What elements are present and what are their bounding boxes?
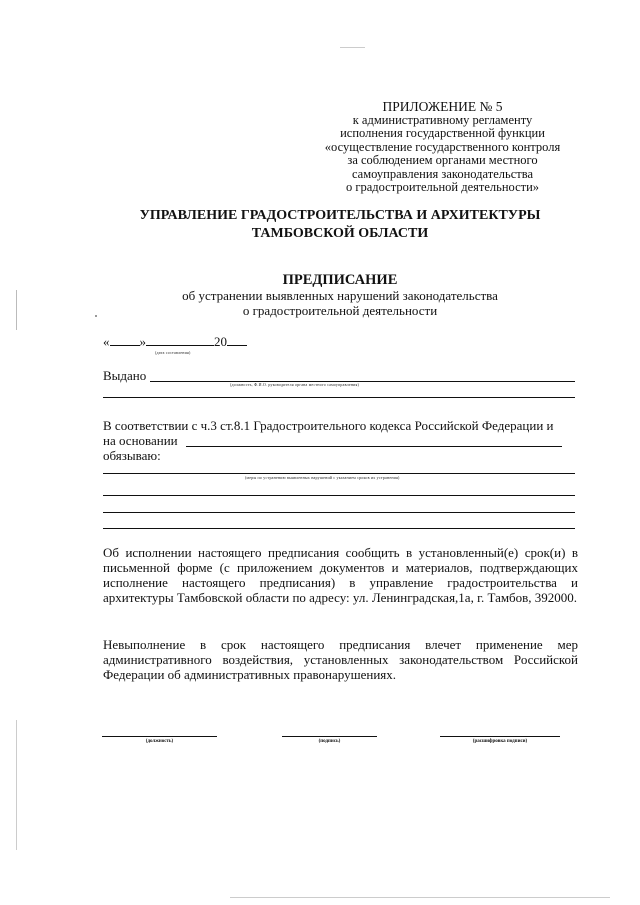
position-caption: (должность) xyxy=(145,739,174,744)
measures-blank-1[interactable] xyxy=(103,473,575,474)
measures-blank-3[interactable] xyxy=(103,512,575,513)
issued-blank-2[interactable] xyxy=(103,397,575,398)
penalty-paragraph: Невыполнение в срок настоящего предписания влечет применение мер административного воздействия, установленных законодательством Российской Федерации об административных правонарушениях. xyxy=(103,637,578,682)
document-title: ПРЕДПИСАНИЕ xyxy=(282,272,398,288)
measures-hint: (меры по устранению выявленных нарушений с указанием сроков их устранения) xyxy=(245,475,400,480)
organization-line-2: ТАМБОВСКОЙ ОБЛАСТИ xyxy=(251,226,429,241)
scan-noise xyxy=(16,290,17,330)
basis-line-1: В соответствии с ч.3 ст.8.1 Градостроительного кодекса Российской Федерации и xyxy=(103,418,554,433)
decoding-caption: (расшифровка подписи) xyxy=(472,739,528,744)
organization-header xyxy=(60,207,620,243)
basis-blank[interactable] xyxy=(186,446,562,447)
appendix-block xyxy=(300,100,585,195)
day-blank[interactable] xyxy=(110,334,140,346)
subtitle-line-1: об устранении выявленных нарушений законодательства xyxy=(182,288,498,303)
basis-label: на основании xyxy=(103,433,178,448)
issued-hint: (должность, Ф.И.О. руководителя органа местного самоуправления) xyxy=(230,382,360,387)
year-blank[interactable] xyxy=(227,334,247,346)
date-close-quote: » xyxy=(139,334,146,349)
report-paragraph: Об исполнении настоящего предписания сообщить в установленный(е) срок(и) в письменной форме (с приложением документов и материалов, подтверждающих исполнение настоящего предписания) в управление градостроительства и архитектуры Тамбовской области по адресу: ул. Ленинградская,1а, г. Тамбов, 392000. xyxy=(103,545,578,605)
appendix-line: к административному регламенту xyxy=(352,112,533,127)
date-hint: (дата составления) xyxy=(155,350,191,355)
date-open-quote: « xyxy=(103,334,110,349)
appendix-line: исполнения государственной функции xyxy=(340,126,545,140)
organization-line-1: УПРАВЛЕНИЕ ГРАДОСТРОИТЕЛЬСТВА И АРХИТЕКТУРЫ xyxy=(139,208,541,223)
scan-noise xyxy=(230,897,610,898)
issued-blank[interactable] xyxy=(150,381,575,382)
scan-noise xyxy=(16,720,17,850)
appendix-line: «осуществление государственного контроля xyxy=(324,139,561,154)
month-blank[interactable] xyxy=(146,334,214,346)
measures-blank-4[interactable] xyxy=(103,528,575,529)
scan-noise xyxy=(340,47,365,48)
decoding-blank[interactable] xyxy=(440,736,560,737)
year-prefix: 20 xyxy=(214,334,227,349)
issued-label: Выдано xyxy=(103,368,147,383)
appendix-line: о градостроительной деятельности» xyxy=(345,180,540,194)
scan-noise xyxy=(95,315,97,317)
appendix-title: ПРИЛОЖЕНИЕ № 5 xyxy=(382,99,503,114)
position-blank[interactable] xyxy=(102,736,217,737)
signature-caption: (подпись) xyxy=(318,739,341,744)
appendix-line: самоуправления законодательства xyxy=(351,166,534,181)
date-line xyxy=(103,334,247,350)
signature-blank[interactable] xyxy=(282,736,377,737)
measures-blank-2[interactable] xyxy=(103,495,575,496)
appendix-line: за соблюдением органами местного xyxy=(347,153,538,167)
obligation-label: обязываю: xyxy=(103,448,161,463)
subtitle-line-2: о градостроительной деятельности xyxy=(242,303,438,318)
document-subtitle xyxy=(60,288,620,318)
